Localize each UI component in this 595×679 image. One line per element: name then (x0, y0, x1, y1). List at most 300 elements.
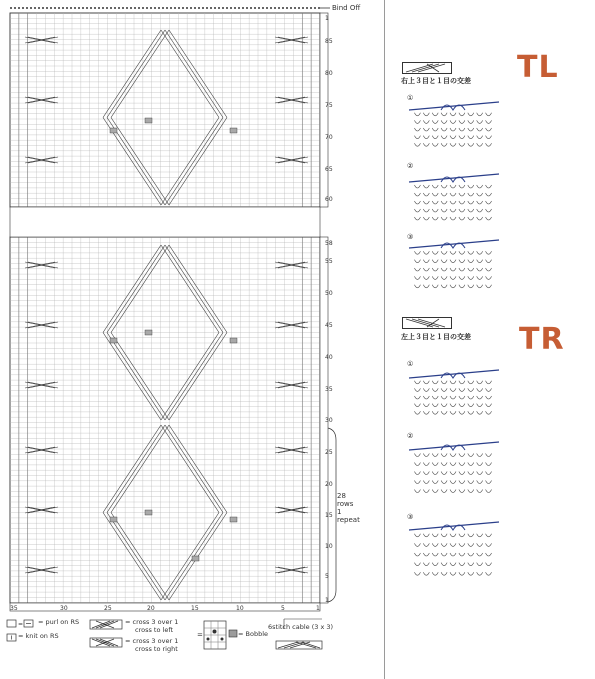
tr-step-1-stitch (468, 411, 474, 414)
tr-step-1-stitch (432, 388, 438, 391)
tl-step-1-stitch (486, 120, 492, 123)
legend-bobble: = Bobble (238, 630, 269, 638)
tl-step-1-stitch (468, 136, 474, 139)
tl-step-1-stitch (441, 128, 447, 131)
tl-step-2-stitch (477, 193, 483, 196)
tl-step-3-stitch (477, 260, 483, 263)
tl-step-1-stitch (486, 136, 492, 139)
tl-step-3-stitch (450, 268, 456, 271)
tl-step-2-stitch (450, 201, 456, 204)
legend-knit: = knit on RS (18, 632, 59, 640)
row-number: 10 (325, 543, 333, 550)
tl-step-2-stitch (450, 193, 456, 196)
tl-step-3-stitch (468, 276, 474, 279)
tr-step-1-stitch (468, 388, 474, 391)
tl-step-3-stitch (459, 268, 465, 271)
tr-step-3-stitch (414, 563, 420, 566)
stitch-number: 30 (60, 605, 68, 612)
tr-step-1-stitch (459, 404, 465, 407)
legend-cable: 6stitch cable (3 x 3) (268, 623, 334, 631)
tl-step-2-stitch (486, 201, 492, 204)
tr-step-3-stitch (468, 534, 474, 537)
tr-step-1-stitch (459, 411, 465, 414)
tr-step-2-stitch (468, 481, 474, 484)
tl-step-2-stitch (459, 217, 465, 220)
tl-step-1-stitch (459, 143, 465, 146)
tl-step-1-stitch (423, 113, 429, 116)
tl-step-3-stitch (441, 268, 447, 271)
tr-step-3-stitch (477, 563, 483, 566)
tl-step-1-stitch (486, 128, 492, 131)
tr-step-1-stitch (450, 404, 456, 407)
tr-step-3-stitch (423, 563, 429, 566)
tr-step-2-stitch (468, 472, 474, 475)
chart-gap (10, 207, 320, 237)
tr-step-2-stitch (414, 472, 420, 475)
tl-step-2-stitch (441, 201, 447, 204)
tr-step-1-stitch (459, 388, 465, 391)
tr-step-3-stitch (486, 553, 492, 556)
tr-step-2-stitch (477, 490, 483, 493)
tl-step-1-stitch (477, 136, 483, 139)
tr-step-3-stitch (441, 553, 447, 556)
tr-step-1-stitch (432, 404, 438, 407)
repeat-note (337, 492, 360, 524)
tr-step-3-stitch (459, 572, 465, 575)
tr-step-1-stitch (414, 381, 420, 384)
tl-step-1-stitch (459, 128, 465, 131)
tl-step-2-label: ② (407, 162, 414, 170)
tl-step-1-stitch (450, 113, 456, 116)
tl-step-2-stitch (414, 201, 420, 204)
tr-step-1-stitch (477, 404, 483, 407)
tl-step-1-stitch (432, 128, 438, 131)
tr-step-2-stitch (414, 481, 420, 484)
tr-step-3-stitch (459, 534, 465, 537)
tr-step-3-stitch (414, 534, 420, 537)
tr-step-2-stitch (414, 463, 420, 466)
tl-step-1-stitch (432, 120, 438, 123)
tl-step-3-stitch (423, 251, 429, 254)
tr-step-1-stitch (486, 404, 492, 407)
tr-step-2-stitch (423, 472, 429, 475)
tr-step-1-stitch (486, 411, 492, 414)
tl-step-2-stitch (432, 201, 438, 204)
tr-step-3-stitch (432, 543, 438, 546)
tl-step-1-stitch (468, 120, 474, 123)
tl-step-1-stitch (414, 128, 420, 131)
tl-step-3-stitch (432, 268, 438, 271)
row-number-side-marker: 58 (325, 240, 333, 247)
stitch-number-bar (10, 603, 320, 611)
tl-step-2-stitch (468, 193, 474, 196)
tr-step-1-stitch (432, 411, 438, 414)
tr-step-1-stitch (459, 381, 465, 384)
tr-step-1-stitch (477, 411, 483, 414)
tl-step-3-stitch (459, 260, 465, 263)
tl-step-2-stitch (486, 193, 492, 196)
row-number: 30 (325, 417, 333, 424)
tl-step-1-stitch (441, 113, 447, 116)
bobble-mark (145, 118, 152, 123)
tr-step-1-stitch (414, 411, 420, 414)
tl-step-2-stitch (477, 209, 483, 212)
tl-step-2-stitch (423, 209, 429, 212)
tl-step-1-stitch (432, 136, 438, 139)
tr-step-3-stitch (477, 534, 483, 537)
tr-step-1-stitch (414, 396, 420, 399)
row-number: 70 (325, 134, 333, 141)
tl-step-3-stitch (450, 276, 456, 279)
bobble-mark (110, 128, 117, 133)
row-number: 20 (325, 481, 333, 488)
tl-step-3-stitch (450, 260, 456, 263)
tl-step-2-stitch (423, 201, 429, 204)
tr-step-2-label: ② (407, 432, 414, 440)
tr-step-3-stitch (432, 553, 438, 556)
tr-step-1-stitch (450, 381, 456, 384)
row-number: 25 (325, 449, 333, 456)
tl-step-3-stitch (432, 251, 438, 254)
tr-step-3-stitch (468, 543, 474, 546)
tl-caption: 右上３目と１目の交差 (401, 77, 471, 85)
repeat-count: 28 (337, 492, 346, 500)
tl-step-1-label: ① (407, 94, 414, 102)
tl-step-3-stitch (477, 285, 483, 288)
tl-step-3-stitch (468, 268, 474, 271)
tl-step-3-label: ③ (407, 233, 414, 241)
stitch-number: 35 (10, 605, 18, 612)
tl-step-3-stitch (459, 251, 465, 254)
tl-step-3-stitch (486, 260, 492, 263)
tr-step-1-stitch (414, 404, 420, 407)
tr-step-3-stitch (468, 553, 474, 556)
tl-step-2-stitch (432, 217, 438, 220)
tl-step-1-stitch (423, 143, 429, 146)
tl-step-1-stitch (477, 120, 483, 123)
tl-step-3-stitch (468, 251, 474, 254)
tl-step-1-stitch (477, 113, 483, 116)
tl-step-1-stitch (441, 120, 447, 123)
row-number-top-marker: 1 (325, 15, 329, 22)
tr-step-3-stitch (486, 543, 492, 546)
tr-step-3-stitch (486, 563, 492, 566)
tr-step-2-stitch (450, 454, 456, 457)
tr-step-3-stitch (468, 563, 474, 566)
tl-step-3-stitch (477, 251, 483, 254)
tl-step-3-stitch (414, 260, 420, 263)
tr-step-1-stitch (441, 411, 447, 414)
tl-step-2-stitch (486, 209, 492, 212)
repeat-unit: rows (337, 500, 354, 508)
tl-step-3-stitch (468, 285, 474, 288)
tl-step-1-stitch (450, 136, 456, 139)
stitch-number: 15 (191, 605, 199, 612)
tl-step-2-stitch (459, 185, 465, 188)
tl-step-2-stitch (468, 201, 474, 204)
tr-step-1-stitch (486, 381, 492, 384)
tl-step-2-stitch (468, 217, 474, 220)
tl-step-1-stitch (423, 120, 429, 123)
tr-step-2-stitch (459, 463, 465, 466)
tl-step-2-stitch (450, 185, 456, 188)
tr-step-2-stitch (486, 463, 492, 466)
row-number: 75 (325, 102, 333, 109)
tr-step-2-stitch (459, 490, 465, 493)
tr-step-1-label: ① (407, 360, 414, 368)
tr-step-2-stitch (468, 490, 474, 493)
tr-step-1-stitch (468, 381, 474, 384)
tr-step-1-stitch (468, 404, 474, 407)
tr-step-1-stitch (441, 404, 447, 407)
tl-step-1-stitch (414, 136, 420, 139)
tl-step-2-stitch (468, 185, 474, 188)
tl-step-1-stitch (450, 120, 456, 123)
tl-step-2-stitch (459, 201, 465, 204)
tr-step-3-stitch (432, 572, 438, 575)
tr-step-1-stitch (486, 388, 492, 391)
tl-step-2-stitch (477, 201, 483, 204)
tl-step-2-stitch (459, 193, 465, 196)
chart-top-frame (10, 13, 320, 207)
tl-step-1-stitch (432, 143, 438, 146)
tl-step-1-stitch (477, 128, 483, 131)
tl-step-3-stitch (432, 285, 438, 288)
tl-step-2-stitch (441, 185, 447, 188)
tr-step-2-stitch (432, 472, 438, 475)
tr-step-2-stitch (423, 454, 429, 457)
tr-step-1-stitch (486, 396, 492, 399)
tl-step-2-stitch (486, 185, 492, 188)
tr-step-3-stitch (450, 563, 456, 566)
row-number: 55 (325, 258, 333, 265)
tr-step-3-stitch (477, 553, 483, 556)
tl-step-3-stitch (477, 276, 483, 279)
tr-step-2-stitch (441, 481, 447, 484)
tl-step-1-stitch (468, 113, 474, 116)
tr-step-3-stitch (468, 572, 474, 575)
tl-step-3-stitch (468, 260, 474, 263)
tl-step-3-stitch (477, 268, 483, 271)
tr-step-2-stitch (459, 472, 465, 475)
tl-step-3-stitch (450, 251, 456, 254)
tl-step-2-stitch (423, 217, 429, 220)
tl-step-1-stitch (486, 143, 492, 146)
tr-step-2-stitch (414, 490, 420, 493)
tl-step-2-stitch (477, 217, 483, 220)
tr-step-2-stitch (477, 481, 483, 484)
svg-text:=: = (18, 621, 24, 628)
tl-step-3-stitch (486, 276, 492, 279)
tr-step-2-stitch (432, 490, 438, 493)
tr-step-2-stitch (432, 463, 438, 466)
tr-step-3-stitch (423, 572, 429, 575)
tr-step-1-stitch (423, 388, 429, 391)
row-number: 65 (325, 166, 333, 173)
tr-step-2-stitch (450, 481, 456, 484)
tl-step-2-stitch (459, 209, 465, 212)
tl-step-2-stitch (423, 185, 429, 188)
tr-step-1-stitch (477, 396, 483, 399)
tl-step-3-stitch (450, 285, 456, 288)
repeat-word: repeat (337, 516, 360, 524)
tr-step-1-stitch (432, 396, 438, 399)
tl-step-2-stitch (423, 193, 429, 196)
row-number: 60 (325, 196, 333, 203)
tl-step-1-stitch (468, 143, 474, 146)
tl-step-1-stitch (486, 113, 492, 116)
tl-step-3-stitch (441, 251, 447, 254)
tl-step-2-stitch (450, 209, 456, 212)
tr-step-3-stitch (441, 543, 447, 546)
legend-cross-right-1: = cross 3 over 1 (125, 637, 179, 645)
stitch-number: 10 (236, 605, 244, 612)
tl-step-1-stitch (441, 136, 447, 139)
tl-step-1-stitch (441, 143, 447, 146)
tr-step-3-stitch (486, 572, 492, 575)
row-number: 45 (325, 322, 333, 329)
tl-step-3-stitch (486, 285, 492, 288)
legend-purl: = purl on RS (38, 618, 80, 626)
tl-step-3-stitch (432, 276, 438, 279)
tr-step-2-stitch (450, 463, 456, 466)
tl-step-2-stitch (486, 217, 492, 220)
tl-step-2-stitch (468, 209, 474, 212)
technique-illustrations (395, 0, 595, 679)
tr-step-1-stitch (450, 388, 456, 391)
tl-step-1-stitch (450, 143, 456, 146)
tr-step-2-stitch (486, 481, 492, 484)
tr-step-2-stitch (450, 490, 456, 493)
tl-step-3-stitch (414, 276, 420, 279)
tr-step-3-stitch (477, 543, 483, 546)
bobble-mark (192, 556, 199, 561)
tr-step-2-stitch (468, 463, 474, 466)
stitch-number: 5 (281, 605, 285, 612)
tr-step-2-stitch (477, 472, 483, 475)
tl-step-3-stitch (414, 251, 420, 254)
stitch-number: 20 (147, 605, 155, 612)
tr-step-1-stitch (423, 404, 429, 407)
tl-step-2-stitch (414, 193, 420, 196)
tl-step-1-stitch (477, 143, 483, 146)
tr-step-3-stitch (441, 563, 447, 566)
tr-step-2-stitch (441, 463, 447, 466)
tl-step-1-stitch (468, 128, 474, 131)
tr-step-2-stitch (486, 490, 492, 493)
bobble-mark (110, 338, 117, 343)
tr-step-2-stitch (414, 454, 420, 457)
tr-step-3-stitch (423, 543, 429, 546)
tr-step-1-stitch (450, 396, 456, 399)
tl-step-1-stitch (459, 113, 465, 116)
tl-step-2-stitch (414, 209, 420, 212)
tl-step-1-stitch (459, 120, 465, 123)
tl-step-2-stitch (414, 217, 420, 220)
tr-step-2-stitch (468, 454, 474, 457)
tl-step-3-stitch (432, 260, 438, 263)
bobble-mark (230, 517, 237, 522)
tr-caption: 左上３目と１目の交差 (401, 333, 471, 341)
tr-step-3-stitch (441, 572, 447, 575)
tl-step-3-stitch (441, 276, 447, 279)
tl-step-2-stitch (450, 217, 456, 220)
tl-step-3-stitch (441, 285, 447, 288)
legend-cross-left-2: cross to left (135, 626, 174, 634)
tl-step-1-stitch (414, 120, 420, 123)
repeat-number: 1 (337, 508, 342, 516)
tr-step-3-label: ③ (407, 513, 414, 521)
tl-step-1-stitch (459, 136, 465, 139)
tl-step-1-stitch (423, 136, 429, 139)
tl-step-3-stitch (459, 285, 465, 288)
tr-step-2-stitch (423, 481, 429, 484)
tr-step-3-stitch (459, 563, 465, 566)
tl-step-1-stitch (414, 143, 420, 146)
tr-step-1-stitch (450, 411, 456, 414)
tl-step-3-stitch (414, 268, 420, 271)
tr-step-1-stitch (432, 381, 438, 384)
tl-step-3-stitch (423, 268, 429, 271)
row-number: 15 (325, 512, 333, 519)
row-number: 50 (325, 290, 333, 297)
tr-step-3-stitch (459, 543, 465, 546)
row-number: 80 (325, 70, 333, 77)
bobble-mark (230, 128, 237, 133)
tl-step-1-stitch (432, 113, 438, 116)
tr-step-2-stitch (450, 472, 456, 475)
tr-step-2-stitch (441, 490, 447, 493)
tl-step-2-stitch (432, 193, 438, 196)
tr-step-2-stitch (477, 463, 483, 466)
tr-step-2-stitch (441, 472, 447, 475)
tr-step-3-stitch (450, 553, 456, 556)
tl-step-3-stitch (486, 268, 492, 271)
tr-step-2-stitch (423, 490, 429, 493)
tr-step-2-stitch (477, 454, 483, 457)
row-number: 40 (325, 354, 333, 361)
tr-step-3-stitch (423, 534, 429, 537)
tl-step-2-stitch (414, 185, 420, 188)
stitch-number: 1 (316, 605, 320, 612)
tl-step-2-stitch (441, 217, 447, 220)
tl-step-3-stitch (423, 276, 429, 279)
tr-step-1-stitch (477, 388, 483, 391)
tl-step-3-stitch (423, 285, 429, 288)
tl-step-2-stitch (477, 185, 483, 188)
bobble-mark (145, 330, 152, 335)
tl-step-3-stitch (459, 276, 465, 279)
tr-step-2-stitch (432, 481, 438, 484)
tr-step-2-stitch (423, 463, 429, 466)
tr-step-3-stitch (414, 553, 420, 556)
tr-step-3-stitch (477, 572, 483, 575)
tr-step-3-stitch (414, 543, 420, 546)
stitch-number: 25 (104, 605, 112, 612)
tl-step-2-stitch (441, 209, 447, 212)
tr-step-3-stitch (450, 543, 456, 546)
tl-step-2-stitch (441, 193, 447, 196)
tr-step-3-stitch (486, 534, 492, 537)
tr-step-3-stitch (459, 553, 465, 556)
tr-step-1-stitch (441, 381, 447, 384)
tl-step-3-stitch (441, 260, 447, 263)
row-number: 5 (325, 573, 329, 580)
tr-step-2-stitch (441, 454, 447, 457)
page-divider (384, 0, 385, 679)
tr-step-3-stitch (450, 572, 456, 575)
tl-title: TL (517, 50, 559, 85)
